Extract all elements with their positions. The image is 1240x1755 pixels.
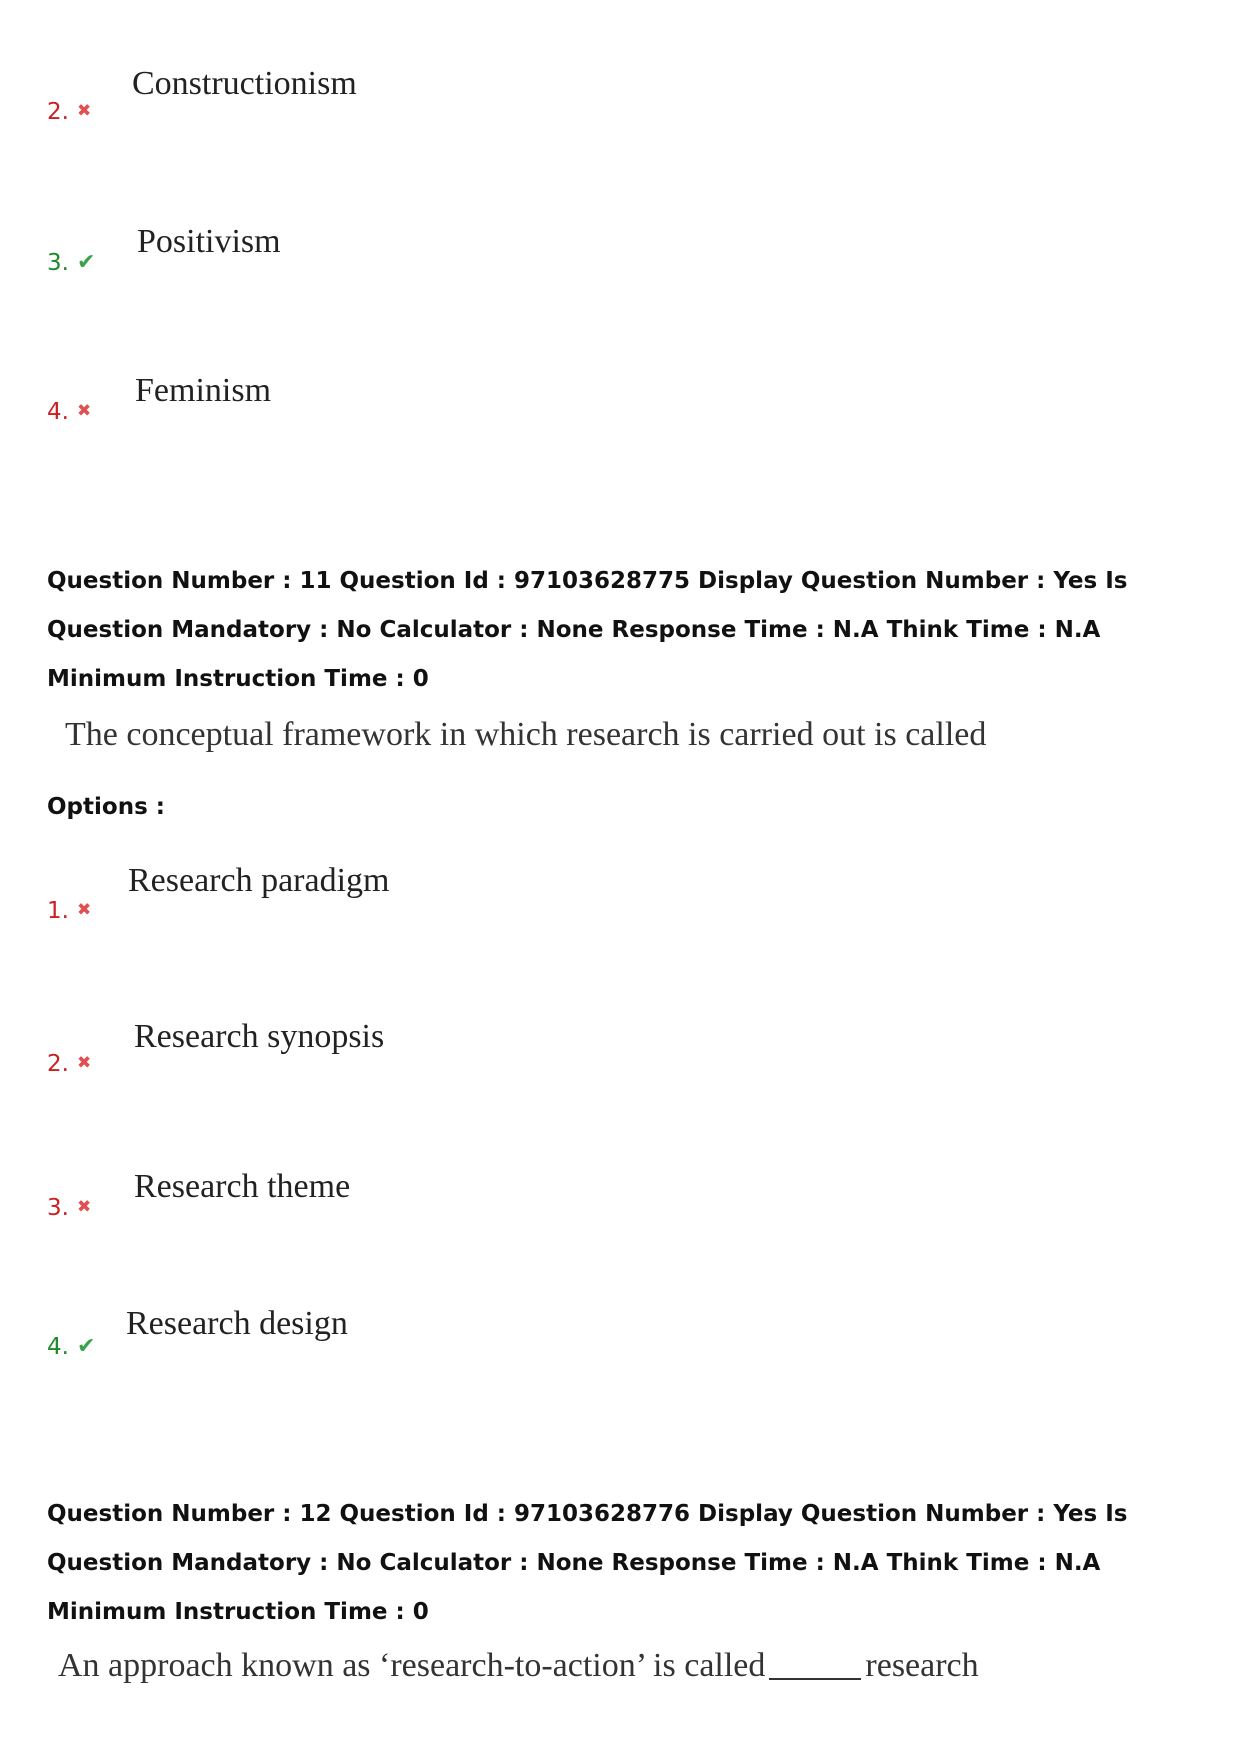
cross-icon: ✖ — [76, 1053, 92, 1073]
option-number-q10-2 — [47, 101, 91, 124]
option-number-q11-2 — [47, 1053, 91, 1076]
option-text-q10-2: Constructionism — [132, 65, 357, 102]
option-number-q10-4 — [47, 401, 91, 424]
question-text-q11: The conceptual framework in which research is carried out is called — [65, 716, 987, 753]
option-text-q11-2: Research synopsis — [134, 1018, 385, 1055]
option-number-label: 3. — [47, 250, 69, 276]
question-text-after-blank: research — [865, 1647, 979, 1684]
option-number-label: 1. — [47, 898, 69, 924]
question-meta-q12: Question Number : 12 Question Id : 97103628776 Display Question Number : Yes Is Question Mandatory : No Calculator : None Response Time : N.A Think Time : N.A Minimum Instruction Time : 0 — [47, 1501, 1128, 1625]
option-number-label: 4. — [47, 399, 69, 425]
option-number-label: 4. — [47, 1334, 69, 1360]
option-number-q11-4 — [47, 1336, 95, 1359]
answer-blank — [769, 1650, 861, 1680]
option-text-q11-3: Research theme — [134, 1168, 351, 1205]
option-number-q11-1 — [47, 900, 91, 923]
option-number-label: 2. — [47, 1051, 69, 1077]
cross-icon: ✖ — [76, 1197, 92, 1217]
cross-icon: ✖ — [76, 900, 92, 920]
option-number-label: 3. — [47, 1195, 69, 1221]
option-number-q11-3 — [47, 1197, 91, 1220]
option-text-q11-1: Research paradigm — [128, 862, 390, 899]
options-label: Options : — [47, 794, 165, 820]
question-text-q12 — [58, 1649, 979, 1683]
option-text-q11-4: Research design — [126, 1305, 348, 1342]
cross-icon: ✖ — [76, 401, 92, 421]
cross-icon: ✖ — [76, 101, 92, 121]
option-text-q10-3: Positivism — [137, 223, 281, 260]
check-icon: ✔ — [76, 1334, 96, 1359]
option-text-q10-4: Feminism — [135, 372, 272, 409]
question-meta-q11: Question Number : 11 Question Id : 97103628775 Display Question Number : Yes Is Question Mandatory : No Calculator : None Response Time : N.A Think Time : N.A Minimum Instruction Time : 0 — [47, 568, 1128, 692]
option-number-label: 2. — [47, 99, 69, 125]
check-icon: ✔ — [76, 250, 96, 275]
option-number-q10-3 — [47, 252, 95, 275]
question-text-before-blank: An approach known as ‘research-to-action’ is called — [58, 1647, 766, 1684]
